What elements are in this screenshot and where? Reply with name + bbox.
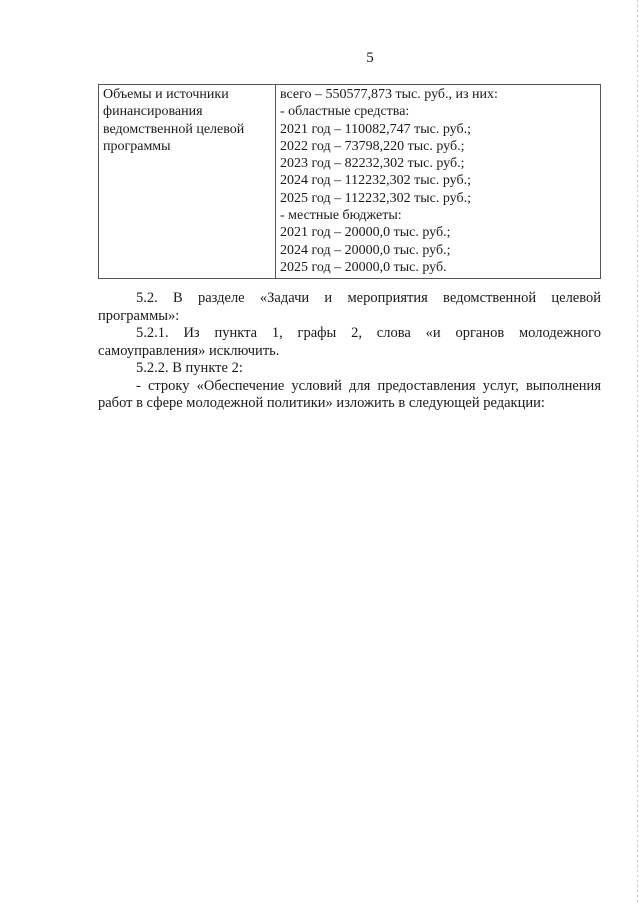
scan-edge-line: [637, 0, 638, 905]
document-body: [98, 290, 601, 413]
page-number: 5: [366, 50, 374, 66]
funding-line: 2021 год – 110082,747 тыс. руб.;: [280, 121, 471, 137]
funding-line: 2024 год – 112232,302 тыс. руб.;: [280, 173, 471, 189]
funding-line: 2022 год – 73798,220 тыс. руб.;: [280, 138, 465, 154]
paragraph-5-2: 5.2. В разделе «Задачи и мероприятия ведомственной целевой программы»:: [98, 290, 601, 324]
funding-line: 2025 год – 112232,302 тыс. руб.;: [280, 190, 471, 206]
funding-line: - областные средства:: [280, 104, 410, 120]
funding-line: 2024 год – 20000,0 тыс. руб.;: [280, 242, 451, 258]
table-values-cell: [276, 85, 601, 279]
table-row: [99, 85, 601, 279]
funding-line: всего – 550577,873 тыс. руб., из них:: [280, 87, 498, 102]
funding-line: 2023 год – 82232,302 тыс. руб.;: [280, 156, 465, 172]
funding-line: 2021 год – 20000,0 тыс. руб.;: [280, 225, 451, 241]
financing-table: [98, 84, 601, 279]
table-label-cell: Объемы и источники финансирования ведомственной целевой программы: [99, 85, 276, 279]
funding-line: 2025 год – 20000,0 тыс. руб.: [280, 259, 447, 275]
paragraph-5-2-2: 5.2.2. В пункте 2:: [136, 360, 243, 376]
paragraph-row-replacement: - строку «Обеспечение условий для предоставления услуг, выполнения работ в сфере молодежной политики» изложить в следующей редакции:: [98, 377, 601, 411]
paragraph-5-2-1: 5.2.1. Из пункта 1, графы 2, слова «и органов молодежного самоуправления» исключить.: [98, 325, 601, 359]
funding-line: - местные бюджеты:: [280, 208, 402, 224]
